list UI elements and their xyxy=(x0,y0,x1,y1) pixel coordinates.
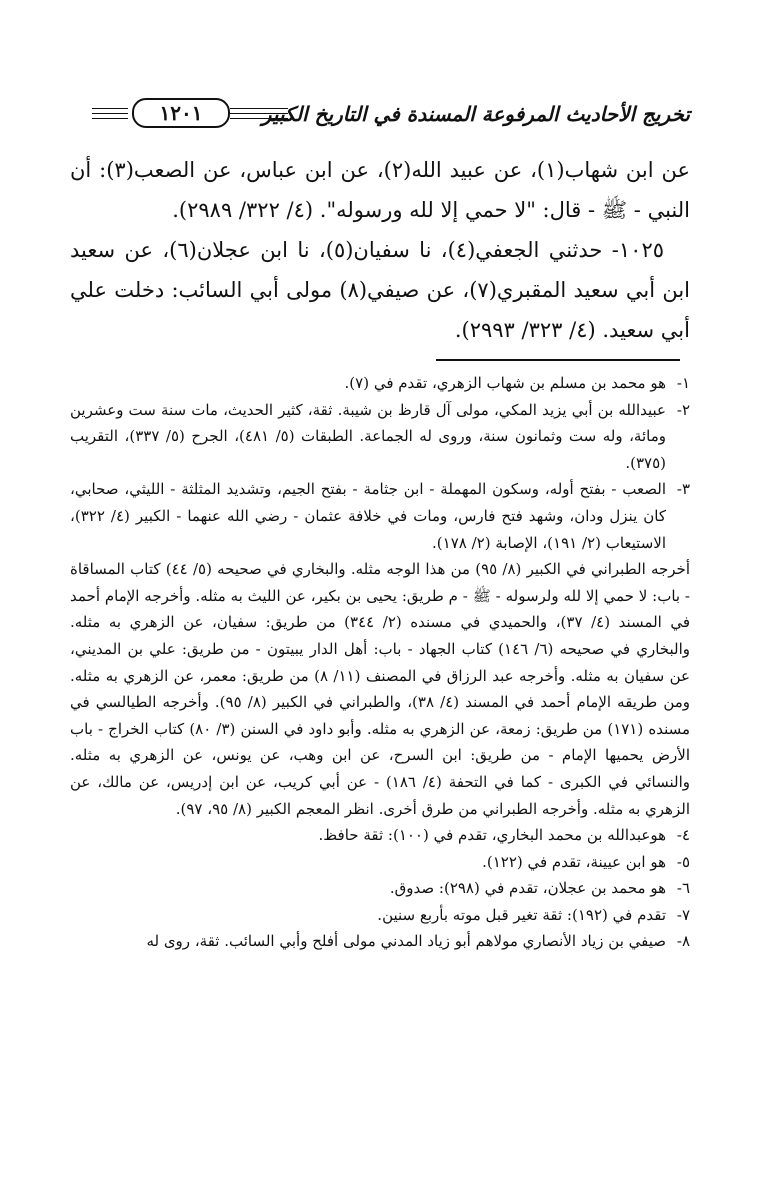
footnote-text: أخرجه الطبراني في الكبير (٨/ ٩٥) من هذا الوجه مثله. والبخاري في صحيحه (٥/ ٤٤) كتاب المساقاة - باب: لا حمي إلا لله ولرسوله - ﷺ - م طريق: يحيى بن بكير، عن الليث به مثله. وأخرجه الإمام أحمد في المسند (٤/ ٣٧)، والحميدي في مسنده (٢/ ٣٤٤) من طريق: سفيان، عن الزهري به مثله. والبخاري في صحيحه (٦/ ١٤٦) كتاب الجهاد - باب: أهل الدار يبيتون - من طريق: علي بن المديني، عن سفيان به مثله. وأخرجه عبد الرزاق في المصنف (١١/ ٨) من طريق: معمر، عن الزهري به مثله. ومن طريقه الإمام أحمد في المسند (٤/ ٣٨)، والطبراني في الكبير (٨/ ٩٥). وأخرجه الطيالسي في مسنده (١٧١) من طريق: زمعة، عن الزهري به مثله. وأبو داود في السنن (٣/ ٨٠) كتاب الخراج - باب الأرض يحميها الإمام - من طريق: ابن السرح، عن ابن وهب، عن يونس، عن الزهري به مثله. والنسائي في الكبرى - كما في التحفة (٤/ ١٨٦) - عن أبي كريب، عن ابن إدريس، عن مالك، عن الزهري به مثله. وأخرجه الطبراني من طرق أخرى. انظر المعجم الكبير (٨/ ٩٥، ٩٧). xyxy=(70,560,691,818)
footnote-text: تقدم في (١٩٢): ثقة تغير قبل موته بأربع سنين. xyxy=(377,905,666,924)
footnote xyxy=(70,476,690,556)
footnote-number: ١- xyxy=(676,374,690,392)
footnote-text: الصعب - بفتح أوله، وسكون المهملة - ابن جثامة - بفتح الجيم، وتشديد المثلثة - الليثي، صحابي، كان ينزل ودان، وشهد فتح فارس، ومات في خلافة عثمان - رضي الله عنهما - الكبير (٤/ ٣٢٢)، الاستيعاب (٢/ ١٩١)، الإصابة (٢/ ١٧٨). xyxy=(70,480,666,552)
hadith-entry: ١٠٢٥- حدثني الجعفي(٤)، نا سفيان(٥)، نا ابن عجلان(٦)، عن سعيد ابن أبي سعيد المقبري(٧)، عن صيفي(٨) مولى أبي السائب: دخلت علي أبي سعيد. (٤/ ٣٢٣/ ٢٩٩٣). xyxy=(70,238,691,342)
footnote-number: ٣- xyxy=(676,480,690,499)
footnote xyxy=(70,370,690,397)
footnote xyxy=(70,397,690,477)
header-rule xyxy=(92,118,128,119)
footnote-number: ٦- xyxy=(676,879,690,898)
footnote-separator xyxy=(436,359,680,361)
footnote-text: هو محمد بن مسلم بن شهاب الزهري، تقدم في (٧). xyxy=(344,374,666,392)
main-text xyxy=(70,150,690,350)
footnote-number: ٧- xyxy=(676,905,690,924)
footnote-number: ٨- xyxy=(676,932,690,951)
footnotes xyxy=(70,370,690,955)
footnote-number: ٥- xyxy=(676,852,690,871)
footnote xyxy=(70,822,690,849)
footnote xyxy=(70,928,690,955)
footnote-text: هو محمد بن عجلان، تقدم في (٢٩٨): صدوق. xyxy=(389,879,666,898)
page-header xyxy=(92,96,690,140)
footnote-text: صيفي بن زياد الأنصاري مولاهم أبو زياد المدني مولى أفلح وأبي السائب. ثقة، روى له xyxy=(146,932,666,951)
footnote-text: هوعبدالله بن محمد البخاري، تقدم في (١٠٠): ثقة حافظ. xyxy=(318,826,666,845)
hadith-paragraph: عن ابن شهاب(١)، عن عبيد الله(٢)، عن ابن عباس، عن الصعب(٣): أن النبي - ﷺ - قال: "لا حمي إلا لله ورسوله". (٤/ ٣٢٢/ ٢٩٨٩). xyxy=(70,158,690,222)
footnote-number: ٢- xyxy=(676,400,690,419)
header-rule xyxy=(92,108,128,109)
footnote-text: عبيدالله بن أبي يزيد المكي، مولى آل قارظ بن شيبة. ثقة، كثير الحديث، مات سنة ست وعشرين ومائة، وله ست وثمانون سنة، وروى له الجماعة. الطبقات (٥/ ٤٨١)، الجرح (٥/ ٣٣٧)، التقريب (٣٧٥). xyxy=(70,400,666,472)
footnote xyxy=(70,875,690,902)
footnote-text: هو ابن عيينة، تقدم في (١٢٢). xyxy=(482,852,666,871)
footnote xyxy=(70,902,690,929)
header-rule xyxy=(92,113,128,114)
footnote-number: ٤- xyxy=(676,826,690,845)
footnote-takhrij xyxy=(70,556,690,822)
page-title: تخريج الأحاديث المرفوعة المسندة في التاريخ الكبير xyxy=(261,102,690,126)
page-number: ١٢٠١ xyxy=(132,98,230,128)
footnote xyxy=(70,849,690,876)
